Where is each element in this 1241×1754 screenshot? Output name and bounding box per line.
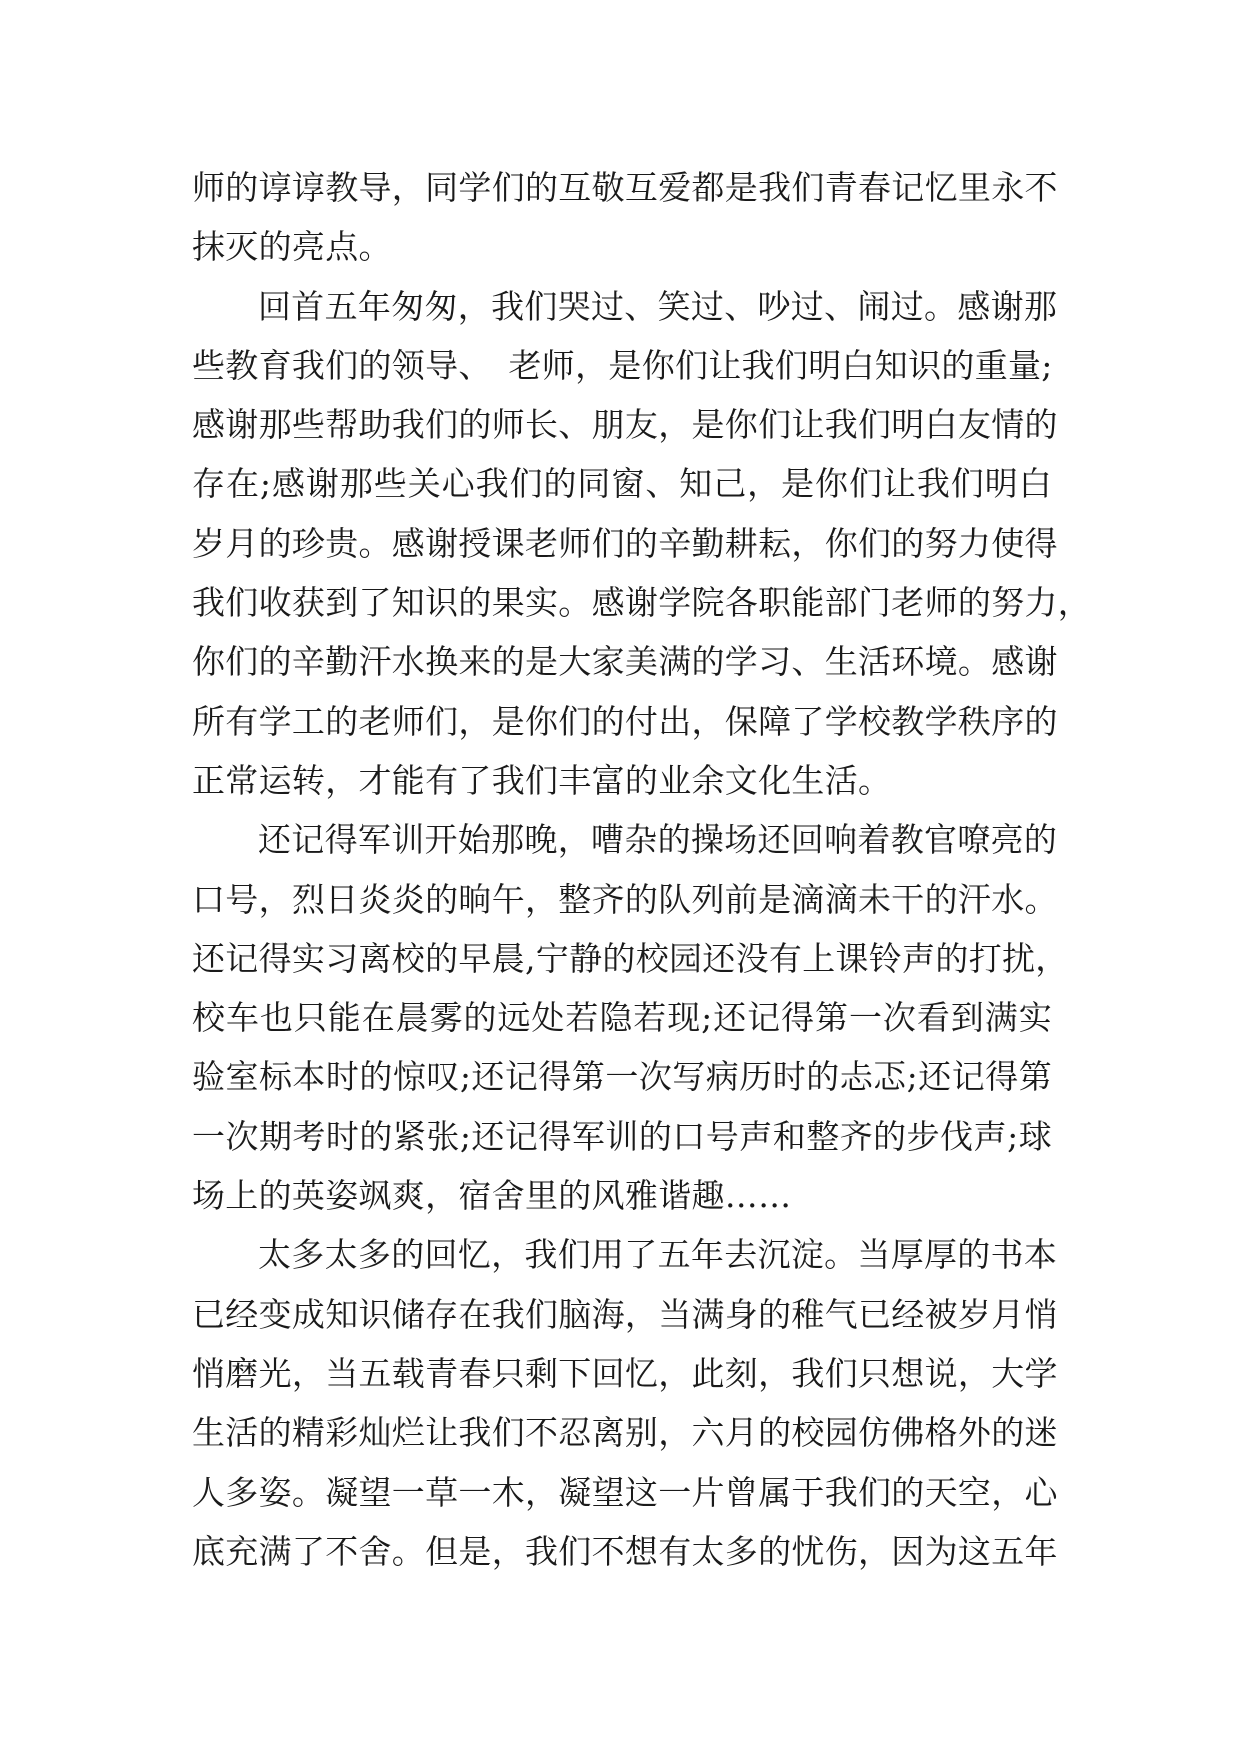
text-line: 悄磨光，当五载青春只剩下回忆，此刻，我们只想说，大学 <box>192 1353 1058 1393</box>
paragraph-first-line: 回首五年匆匆，我们哭过、笑过、吵过、闹过。感谢那 <box>258 286 1058 326</box>
paragraph-first-line: 太多太多的回忆，我们用了五年去沉淀。当厚厚的书本 <box>258 1235 1058 1275</box>
body-text <box>192 158 1092 1581</box>
text-line: 岁月的珍贵。感谢授课老师们的辛勤耕耘，你们的努力使得 <box>192 523 1058 563</box>
text-line: 正常运转，才能有了我们丰富的业余文化生活。 <box>192 760 892 800</box>
text-line: 感谢那些帮助我们的师长、朋友，是你们让我们明白友情的 <box>192 405 1058 445</box>
text-line: 人多姿。凝望一草一木，凝望这一片曾属于我们的天空，心 <box>192 1472 1058 1512</box>
text-line: 已经变成知识储存在我们脑海，当满身的稚气已经被岁月悄 <box>192 1294 1058 1334</box>
text-line: 些教育我们的领导、 老师，是你们让我们明白知识的重量; <box>192 345 1053 385</box>
text-line: 你们的辛勤汗水换来的是大家美满的学习、生活环境。感谢 <box>192 642 1058 682</box>
text-line: 场上的英姿飒爽，宿舍里的风雅谐趣…… <box>192 1176 792 1216</box>
text-line: 底充满了不舍。但是，我们不想有太多的忧伤，因为这五年 <box>192 1531 1058 1571</box>
text-line: 生活的精彩灿烂让我们不忍离别，六月的校园仿佛格外的迷 <box>192 1413 1058 1453</box>
text-line: 我们收获到了知识的果实。感谢学院各职能部门老师的努力， <box>192 583 1092 623</box>
text-line: 口号，烈日炎炎的晌午，整齐的队列前是滴滴未干的汗水。 <box>192 879 1058 919</box>
text-line: 抹灭的亮点。 <box>192 227 392 267</box>
text-line: 存在;感谢那些关心我们的同窗、知己，是你们让我们明白 <box>192 464 1052 504</box>
text-line: 师的谆谆教导，同学们的互敬互爱都是我们青春记忆里永不 <box>192 168 1058 207</box>
text-line: 一次期考时的紧张;还记得军训的口号声和整齐的步伐声;球 <box>192 1116 1052 1156</box>
text-line: 校车也只能在晨雾的远处若隐若现;还记得第一次看到满实 <box>192 998 1052 1038</box>
text-line: 所有学工的老师们，是你们的付出，保障了学校教学秩序的 <box>192 701 1058 741</box>
text-line: 还记得实习离校的早晨,宁静的校园还没有上课铃声的打扰， <box>192 938 1069 978</box>
paragraph-first-line: 还记得军训开始那晚，嘈杂的操场还回响着教官嘹亮的 <box>258 820 1058 860</box>
text-line: 验室标本时的惊叹;还记得第一次写病历时的忐忑;还记得第 <box>192 1057 1052 1097</box>
